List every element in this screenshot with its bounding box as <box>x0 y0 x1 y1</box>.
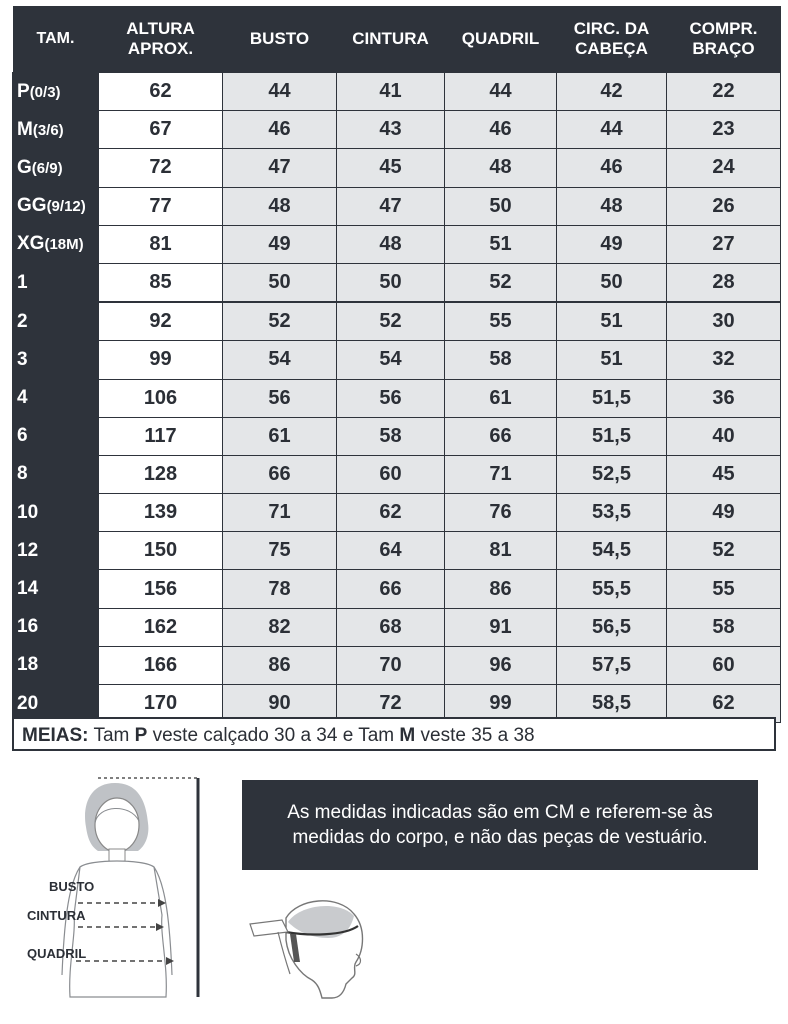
size-label: 4 <box>17 387 28 409</box>
height-cell: 117 <box>99 417 223 455</box>
hip-cell: 52 <box>445 263 557 302</box>
size-label: 20 <box>17 692 39 714</box>
waist-label: CINTURA <box>27 908 86 923</box>
header-arm-line1: COMPR. <box>689 19 758 38</box>
head-cell: 57,5 <box>557 646 667 684</box>
hip-cell: 91 <box>445 608 557 646</box>
size-label: 1 <box>17 271 28 293</box>
height-cell: 139 <box>99 494 223 532</box>
height-cell: 156 <box>99 570 223 608</box>
size-age-range: (6/9) <box>31 159 63 177</box>
bust-cell: 75 <box>223 532 337 570</box>
bust-cell: 66 <box>223 455 337 493</box>
socks-size-p: P <box>134 725 148 746</box>
header-waist: CINTURA <box>337 6 445 73</box>
table-row <box>13 187 781 225</box>
arm-cell: 30 <box>667 302 781 341</box>
waist-cell: 66 <box>337 570 445 608</box>
size-label: M <box>17 118 33 140</box>
arm-cell: 27 <box>667 225 781 263</box>
header-head-line1: CIRC. DA <box>573 19 650 38</box>
height-cell: 106 <box>99 379 223 417</box>
head-cell: 42 <box>557 73 667 111</box>
hip-cell: 81 <box>445 532 557 570</box>
bust-cell: 90 <box>223 685 337 723</box>
head-cell: 48 <box>557 187 667 225</box>
head-cell: 53,5 <box>557 494 667 532</box>
table-row <box>13 302 781 341</box>
height-cell: 162 <box>99 608 223 646</box>
head-figure-drawing <box>248 892 378 1002</box>
head-cell: 44 <box>557 111 667 149</box>
header-bust: BUSTO <box>223 6 337 73</box>
arm-cell: 55 <box>667 570 781 608</box>
header-head <box>557 6 667 73</box>
bust-cell: 47 <box>223 149 337 187</box>
table-body <box>13 73 781 723</box>
hip-cell: 76 <box>445 494 557 532</box>
waist-cell: 68 <box>337 608 445 646</box>
bust-cell: 44 <box>223 73 337 111</box>
size-cell <box>13 302 99 341</box>
hip-cell: 71 <box>445 455 557 493</box>
head-cell: 58,5 <box>557 685 667 723</box>
head-cell: 51,5 <box>557 379 667 417</box>
size-label: 12 <box>17 539 39 561</box>
table-row <box>13 532 781 570</box>
table-row <box>13 341 781 379</box>
table-row <box>13 73 781 111</box>
header-size: TAM. <box>13 6 99 73</box>
hip-cell: 50 <box>445 187 557 225</box>
size-cell <box>13 73 99 111</box>
table-row <box>13 149 781 187</box>
table-row <box>13 570 781 608</box>
size-label: G <box>17 156 32 178</box>
hip-label: QUADRIL <box>27 946 87 961</box>
head-cell: 50 <box>557 263 667 302</box>
head-cell: 49 <box>557 225 667 263</box>
header-height <box>99 6 223 73</box>
arm-cell: 60 <box>667 646 781 684</box>
table-row <box>13 111 781 149</box>
table-row <box>13 225 781 263</box>
size-label: GG <box>17 195 47 217</box>
table-row <box>13 417 781 455</box>
hip-cell: 96 <box>445 646 557 684</box>
size-cell <box>13 570 99 608</box>
size-age-range: (18M) <box>44 236 84 254</box>
hip-cell: 66 <box>445 417 557 455</box>
bust-cell: 49 <box>223 225 337 263</box>
head-cell: 54,5 <box>557 532 667 570</box>
child-body-measurement-icon <box>20 775 210 1005</box>
header-arm <box>667 6 781 73</box>
head-cell: 52,5 <box>557 455 667 493</box>
size-label: 16 <box>17 616 39 638</box>
size-label: 3 <box>17 348 28 370</box>
arm-cell: 49 <box>667 494 781 532</box>
arm-cell: 45 <box>667 455 781 493</box>
waist-cell: 58 <box>337 417 445 455</box>
size-chart-table <box>12 6 781 723</box>
size-cell <box>13 263 99 302</box>
arm-cell: 24 <box>667 149 781 187</box>
socks-label: MEIAS: <box>22 725 89 746</box>
size-cell <box>13 225 99 263</box>
head-circumference-icon <box>248 892 378 1002</box>
waist-cell: 45 <box>337 149 445 187</box>
size-cell <box>13 646 99 684</box>
head-cell: 55,5 <box>557 570 667 608</box>
size-age-range: (9/12) <box>46 198 86 216</box>
socks-text-3: veste 35 a 38 <box>420 725 535 746</box>
hip-cell: 51 <box>445 225 557 263</box>
height-cell: 92 <box>99 302 223 341</box>
size-label: 8 <box>17 463 28 485</box>
bust-cell: 54 <box>223 341 337 379</box>
bust-cell: 46 <box>223 111 337 149</box>
size-age-range: (3/6) <box>32 121 64 139</box>
waist-cell: 47 <box>337 187 445 225</box>
socks-text-1: Tam <box>93 725 130 746</box>
waist-cell: 70 <box>337 646 445 684</box>
waist-cell: 41 <box>337 73 445 111</box>
hip-cell: 48 <box>445 149 557 187</box>
arm-cell: 36 <box>667 379 781 417</box>
header-arm-line2: BRAÇO <box>692 39 755 58</box>
hip-cell: 86 <box>445 570 557 608</box>
bust-cell: 78 <box>223 570 337 608</box>
height-cell: 62 <box>99 73 223 111</box>
size-cell <box>13 187 99 225</box>
bust-cell: 82 <box>223 608 337 646</box>
size-label: 2 <box>17 310 28 332</box>
height-cell: 85 <box>99 263 223 302</box>
bust-cell: 56 <box>223 379 337 417</box>
bust-cell: 61 <box>223 417 337 455</box>
size-cell <box>13 455 99 493</box>
hip-cell: 44 <box>445 73 557 111</box>
size-cell <box>13 111 99 149</box>
size-cell <box>13 494 99 532</box>
table-row <box>13 379 781 417</box>
header-hip: QUADRIL <box>445 6 557 73</box>
size-cell <box>13 532 99 570</box>
waist-cell: 62 <box>337 494 445 532</box>
size-label: XG <box>17 233 45 255</box>
size-cell <box>13 417 99 455</box>
size-label: P <box>17 80 30 102</box>
size-age-range: (0/3) <box>29 83 61 101</box>
bust-label: BUSTO <box>49 879 95 894</box>
size-label: 14 <box>17 578 39 600</box>
arm-cell: 23 <box>667 111 781 149</box>
arm-cell: 22 <box>667 73 781 111</box>
height-cell: 72 <box>99 149 223 187</box>
size-cell <box>13 608 99 646</box>
waist-cell: 60 <box>337 455 445 493</box>
arm-cell: 32 <box>667 341 781 379</box>
arm-cell: 26 <box>667 187 781 225</box>
waist-cell: 50 <box>337 263 445 302</box>
table-row <box>13 455 781 493</box>
arm-cell: 52 <box>667 532 781 570</box>
waist-cell: 54 <box>337 341 445 379</box>
height-cell: 99 <box>99 341 223 379</box>
bust-cell: 48 <box>223 187 337 225</box>
waist-cell: 72 <box>337 685 445 723</box>
size-cell <box>13 379 99 417</box>
height-cell: 77 <box>99 187 223 225</box>
arm-cell: 40 <box>667 417 781 455</box>
hip-cell: 46 <box>445 111 557 149</box>
height-cell: 128 <box>99 455 223 493</box>
bust-cell: 50 <box>223 263 337 302</box>
waist-cell: 48 <box>337 225 445 263</box>
header-head-line2: CABEÇA <box>575 39 648 58</box>
height-cell: 170 <box>99 685 223 723</box>
socks-note <box>12 717 776 751</box>
hip-cell: 61 <box>445 379 557 417</box>
hip-cell: 55 <box>445 302 557 341</box>
size-cell <box>13 341 99 379</box>
size-label: 18 <box>17 654 39 676</box>
head-cell: 51 <box>557 302 667 341</box>
height-cell: 67 <box>99 111 223 149</box>
height-cell: 81 <box>99 225 223 263</box>
bust-cell: 52 <box>223 302 337 341</box>
bust-cell: 71 <box>223 494 337 532</box>
head-cell: 46 <box>557 149 667 187</box>
height-cell: 166 <box>99 646 223 684</box>
table-row <box>13 494 781 532</box>
socks-text-2: veste calçado 30 a 34 e Tam <box>152 725 395 746</box>
table-row <box>13 646 781 684</box>
head-cell: 51 <box>557 341 667 379</box>
table-header-row <box>13 6 781 73</box>
hip-cell: 58 <box>445 341 557 379</box>
bust-cell: 86 <box>223 646 337 684</box>
header-height-line1: ALTURA <box>126 19 195 38</box>
size-label: 10 <box>17 501 39 523</box>
waist-cell: 64 <box>337 532 445 570</box>
table-row <box>13 608 781 646</box>
measurement-note-text: As medidas indicadas são em CM e referem-se às medidas do corpo, e não das peças de vestuário. <box>287 802 713 848</box>
measurement-note <box>242 780 758 870</box>
socks-size-m: M <box>399 725 416 746</box>
waist-cell: 56 <box>337 379 445 417</box>
header-height-line2: APROX. <box>127 39 194 58</box>
waist-cell: 52 <box>337 302 445 341</box>
head-cell: 56,5 <box>557 608 667 646</box>
arm-cell: 62 <box>667 685 781 723</box>
arm-cell: 58 <box>667 608 781 646</box>
arm-cell: 28 <box>667 263 781 302</box>
table-row <box>13 263 781 302</box>
hip-cell: 99 <box>445 685 557 723</box>
height-cell: 150 <box>99 532 223 570</box>
size-cell <box>13 149 99 187</box>
waist-cell: 43 <box>337 111 445 149</box>
head-cell: 51,5 <box>557 417 667 455</box>
size-label: 6 <box>17 425 28 447</box>
